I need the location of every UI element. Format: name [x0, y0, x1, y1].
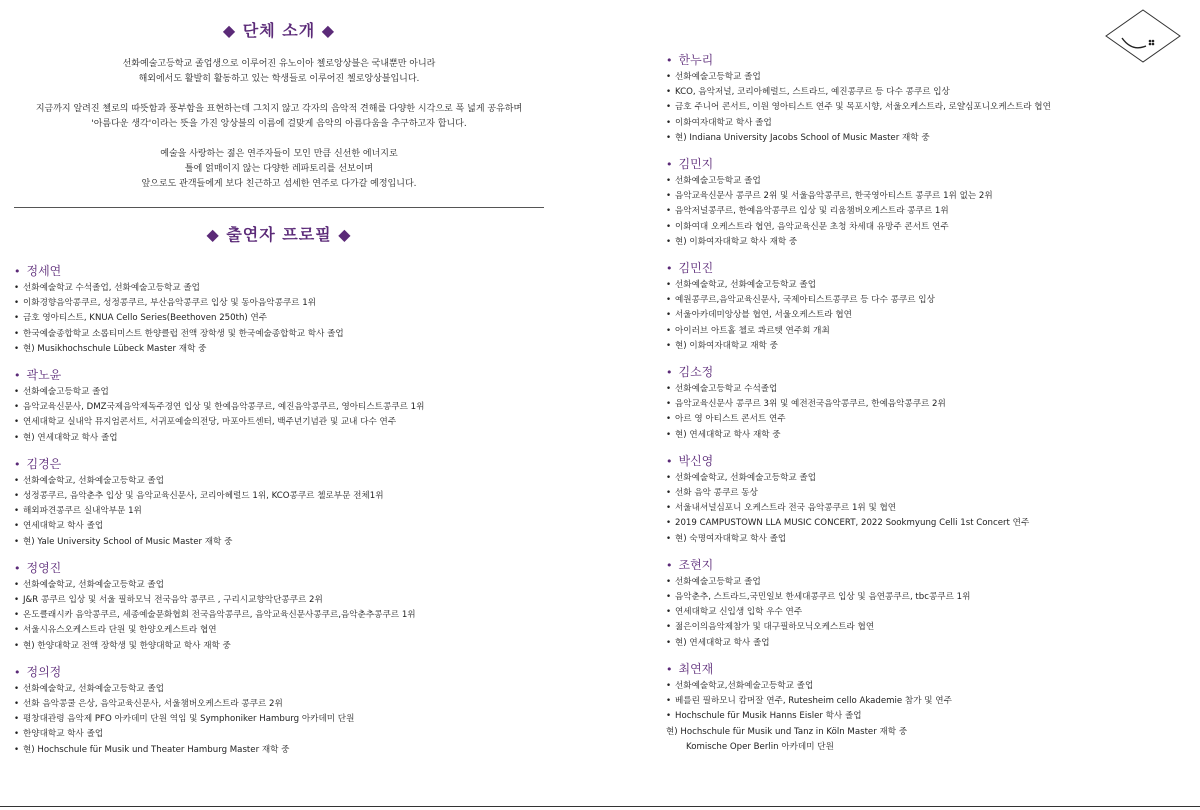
- career-item-text: 아이러브 아트홀 첼로 콰르텟 연주회 개최: [675, 325, 830, 336]
- profile-entry: [666, 260, 1186, 354]
- career-item: [14, 682, 544, 697]
- career-item: [666, 100, 1186, 115]
- left-profile-list: [14, 263, 544, 758]
- bullet-icon: •: [666, 54, 673, 67]
- career-item: [14, 385, 544, 400]
- bullet-icon: •: [14, 561, 21, 575]
- career-list: [666, 278, 1186, 354]
- ensemble-logo-icon: [1104, 8, 1182, 64]
- career-item-text: 현) Yale University School of Music Master 재학 중: [23, 536, 233, 547]
- career-list: [14, 281, 544, 357]
- performer-name: [14, 456, 544, 473]
- career-item-text: 선화예술학교, 선화예술고등학교 졸업: [23, 683, 165, 694]
- bullet-icon: •: [14, 729, 20, 740]
- bullet-icon: •: [666, 87, 672, 98]
- career-item: [14, 489, 544, 504]
- career-item-text: 서울아카데미앙상블 협연, 서울오케스트라 협연: [675, 310, 852, 321]
- performer-name: [14, 367, 544, 384]
- career-item: [666, 501, 1186, 516]
- career-item: [14, 504, 544, 519]
- bullet-icon: •: [14, 625, 20, 636]
- intro-line: 선화예술고등학교 졸업생으로 이루어진 유노이아 첼로앙상블은 국내뿐만 아니라: [122, 59, 436, 69]
- performer-name: [666, 156, 1186, 173]
- career-list: [14, 385, 544, 446]
- performer-name-text: 김민지: [678, 157, 714, 172]
- intro-paragraph: [14, 147, 544, 192]
- performer-name-text: 정세연: [26, 264, 62, 278]
- bullet-icon: •: [666, 696, 672, 707]
- performer-name-text: 박신영: [678, 453, 714, 468]
- career-list: [666, 70, 1186, 146]
- career-item-text: 이화여대 오케스트라 협연, 음악교육신문 초청 차세대 유망주 콘서트 연주: [675, 221, 949, 232]
- career-list: [666, 174, 1186, 250]
- bullet-icon: •: [14, 457, 21, 471]
- career-item-text: 현) 이화여자대학교 학사 재학 중: [675, 236, 798, 247]
- bullet-icon: •: [666, 576, 672, 587]
- bullet-icon: •: [666, 117, 672, 128]
- bullet-icon: •: [666, 622, 672, 633]
- career-item: [14, 327, 544, 342]
- career-item-text: J&R 콩쿠르 입상 및 서울 필하모닉 전국음악 콩쿠르 , 구리시교향악단콩쿠르 2위: [23, 595, 323, 606]
- career-item-text: 평창대관령 음악제 PFO 아카데미 단원 역임 및 Symphoniker Hamburg 아카데미 단원: [23, 714, 355, 725]
- career-list: [666, 575, 1186, 651]
- career-item-text: Hochschule für Musik Hanns Eisler 학사 졸업: [675, 711, 862, 722]
- career-item-text: 음악저널콩쿠르, 한예음악콩쿠르 입상 및 리움챔버오케스트라 콩쿠르 1위: [675, 206, 949, 217]
- bullet-icon: •: [666, 262, 673, 276]
- bullet-icon: •: [14, 683, 20, 694]
- career-item-text: 음악교육신문사 콩쿠르 3위 및 예전전국음악콩쿠르, 한예음악콩쿠르 2위: [675, 399, 946, 410]
- career-item: [666, 694, 1186, 709]
- career-item: [666, 605, 1186, 620]
- bullet-icon: •: [14, 402, 20, 413]
- career-item: [666, 235, 1186, 250]
- performer-name: [14, 664, 544, 681]
- intro-line: 해외에서도 활발히 활동하고 있는 학생들로 이루어진 첼로앙상블입니다.: [138, 74, 420, 84]
- bullet-icon: •: [666, 607, 672, 618]
- bullet-icon: •: [14, 521, 20, 532]
- performer-name-text: 곽노윤: [26, 368, 62, 383]
- career-item-text: 현) 연세대학교 학사 졸업: [675, 637, 770, 648]
- performer-name-text: 한누리: [678, 53, 714, 67]
- performer-name: [666, 260, 1186, 277]
- career-item-text: 선화예술고등학교 수석졸업: [675, 384, 778, 395]
- profile-entry: [14, 560, 544, 654]
- career-item-text: 현) Indiana University Jacobs School of Music Master 재학 중: [675, 132, 930, 143]
- bullet-icon: •: [14, 283, 20, 293]
- career-item-text: 선화예술학교,선화예술고등학교 졸업: [675, 680, 814, 691]
- career-item: [14, 697, 544, 712]
- career-item: [14, 712, 544, 727]
- bullet-icon: •: [14, 432, 20, 443]
- career-item-text: 현) Hochschule für Musik und Theater Hamburg Master 재학 중: [23, 744, 290, 755]
- career-item-text: 연세대학교 학사 졸업: [23, 521, 104, 532]
- right-profile-list: [666, 52, 1186, 755]
- career-item-text: 2019 CAMPUSTOWN LLA MUSIC CONCERT, 2022 Sookmyung Celli 1st Concert 연주: [675, 518, 1030, 529]
- bullet-icon: •: [14, 579, 20, 590]
- profile-title: ◆ 출연자 프로필 ◆: [206, 225, 352, 244]
- bullet-icon: •: [666, 429, 672, 440]
- bullet-icon: •: [14, 699, 20, 710]
- performer-name: [666, 557, 1186, 574]
- career-item-text: 성정콩쿠르, 음악춘추 입상 및 음악교육신문사, 코리아헤럴드 1위, KCO콩쿠르 첼로부문 전체1위: [23, 491, 384, 502]
- career-item: [666, 204, 1186, 219]
- performer-name-text: 정의정: [26, 664, 62, 679]
- intro-paragraph: [14, 57, 544, 87]
- bullet-icon: •: [666, 295, 672, 306]
- career-item-text: 선화예술학교, 선화예술고등학교 졸업: [675, 280, 817, 291]
- career-item: [666, 293, 1186, 308]
- career-item: [14, 519, 544, 534]
- intro-line: 틀에 얽매이지 않는 다양한 레파토리를 선보이며: [184, 164, 374, 174]
- career-item-text: 온도클래시카 음악콩쿠르, 세종예술문화협회 전국음악콩쿠르, 음악교육신문사콩쿠르,음악춘추콩쿠르 1위: [23, 610, 416, 621]
- career-item-text: 현) 숙명여자대학교 학사 졸업: [675, 533, 787, 544]
- intro-text: [14, 57, 544, 192]
- bullet-icon: •: [14, 313, 20, 324]
- career-list: [14, 474, 544, 550]
- intro-title: ◆ 단체 소개 ◆: [222, 21, 336, 40]
- career-item: [14, 400, 544, 415]
- bullet-icon: •: [14, 744, 20, 755]
- performer-name-text: 김소정: [678, 365, 714, 380]
- bullet-icon: •: [666, 454, 673, 468]
- bullet-icon: •: [666, 191, 672, 202]
- career-item-text: 금호 주니어 콘서트, 이원 영아티스트 연주 및 목포시향, 서울오케스트라, 로얄심포니오케스트라 협연: [675, 102, 1051, 113]
- bullet-icon: •: [666, 366, 673, 380]
- bullet-icon: •: [666, 310, 672, 321]
- career-item-text: 금호 영아티스트, KNUA Cello Series(Beethoven 250th) 연주: [23, 313, 268, 324]
- career-extra-line: Komische Oper Berlin 아카데미 단원: [686, 741, 834, 752]
- bullet-icon: •: [14, 595, 20, 606]
- bullet-icon: •: [666, 399, 672, 410]
- profile-entry: [666, 364, 1186, 443]
- intro-paragraph: [14, 102, 544, 132]
- career-item: [666, 590, 1186, 605]
- career-item-text: 이화여자대학교 학사 졸업: [675, 117, 772, 128]
- career-item-text: 선화예술학교, 선화예술고등학교 졸업: [23, 579, 165, 590]
- bullet-icon: •: [14, 640, 20, 651]
- bullet-icon: •: [14, 343, 20, 354]
- bullet-icon: •: [666, 472, 672, 483]
- bullet-icon: •: [666, 711, 672, 722]
- career-list: [666, 471, 1186, 547]
- career-item: [666, 85, 1186, 100]
- career-item: [666, 116, 1186, 131]
- bullet-icon: •: [666, 518, 672, 529]
- career-item: [666, 709, 1186, 724]
- intro-line: 앞으로도 관객들에게 보다 친근하고 섬세한 연주로 다가갈 예정입니다.: [141, 179, 417, 189]
- section-divider: [14, 207, 544, 208]
- career-item-text: 선화예술학교, 선화예술고등학교 졸업: [675, 472, 817, 483]
- intro-line: '아름다운 생각'이라는 뜻을 가진 앙상블의 이름에 걸맞게 음악의 아름다움을 추구하고자 합니다.: [91, 119, 467, 129]
- profile-entry: [666, 156, 1186, 250]
- career-item-text: 선화예술학교 수석졸업, 선화예술고등학교 졸업: [23, 283, 200, 293]
- career-list: [14, 578, 544, 654]
- career-item-text: KCO, 음악저널, 코리아헤럴드, 스트라드, 예진콩쿠르 등 다수 콩쿠르 입상: [675, 87, 950, 98]
- bullet-icon: •: [14, 328, 20, 339]
- career-item: [14, 608, 544, 623]
- bullet-icon: •: [666, 340, 672, 351]
- bullet-icon: •: [14, 610, 20, 621]
- career-item: [666, 278, 1186, 293]
- career-item: [14, 415, 544, 430]
- career-item: [14, 639, 544, 654]
- bullet-icon: •: [666, 533, 672, 544]
- career-item: [666, 339, 1186, 354]
- career-item-text: 선화 음악 콩쿠르 동상: [675, 488, 758, 499]
- career-item-text: 선화예술고등학교 졸업: [675, 176, 761, 187]
- career-item: [666, 397, 1186, 412]
- career-item-text: 해외파견콩쿠르 실내악부문 1위: [23, 506, 142, 517]
- bullet-icon: •: [666, 488, 672, 499]
- performer-name: [14, 263, 544, 280]
- career-item: [666, 131, 1186, 146]
- bullet-icon: •: [666, 637, 672, 648]
- bullet-icon: •: [666, 280, 672, 291]
- bullet-icon: •: [14, 506, 20, 517]
- career-item-text: 현) 이화여자대학교 재학 중: [675, 340, 778, 351]
- bottom-rule: [0, 806, 1200, 807]
- right-column: [666, 52, 1186, 765]
- bullet-icon: •: [14, 475, 20, 486]
- performer-name-text: 조현지: [678, 557, 714, 572]
- career-item-text: 현) 한양대학교 전액 장학생 및 한양대학교 학사 재학 중: [23, 640, 231, 651]
- career-item-text: 선화예술고등학교 졸업: [675, 72, 761, 82]
- bullet-icon: •: [666, 206, 672, 217]
- career-item-text: 음악춘추, 스트라드,국민일보 한세대콩쿠르 입상 및 음연콩쿠르, tbc콩쿠르 1위: [675, 592, 971, 603]
- bullet-icon: •: [14, 536, 20, 547]
- career-item-text: 서울시유스오케스트라 단원 및 한양오케스트라 협연: [23, 625, 217, 636]
- career-item: [14, 623, 544, 638]
- profile-entry: [14, 664, 544, 758]
- bullet-icon: •: [666, 72, 672, 82]
- career-item: [14, 474, 544, 489]
- career-item-text: 선화예술고등학교 졸업: [675, 576, 761, 587]
- intro-line: 예술을 사랑하는 젊은 연주자들이 모인 만큼 신선한 에너지로: [160, 149, 398, 159]
- career-item-text: 한국예술종합학교 소롭티미스트 한양클럽 전액 장학생 및 한국예술종합학교 학사 졸업: [23, 328, 344, 339]
- career-item-text: 연세대학교 실내악 뮤지엄콘서트, 서귀포예술의전당, 마포아트센터, 백주년기념관 및 교내 다수 연주: [23, 417, 397, 428]
- career-item-text: 선화 음악콩쿨 은상, 음악교육신문사, 서울챔버오케스트라 콩쿠르 2위: [23, 699, 283, 710]
- profile-entry: [666, 661, 1186, 755]
- career-item-text: 음악교육신문사 콩쿠르 2위 및 서울음악콩쿠르, 한국영아티스트 콩쿠르 1위 없는 2위: [675, 191, 993, 202]
- career-item-text: 음악교육신문사, DMZ국제음악제독주경연 입상 및 한예음악콩쿠르, 예진음악콩쿠르, 영아티스트콩쿠르 1위: [23, 402, 425, 413]
- intro-line: 지금까지 알려진 첼로의 따뜻함과 풍부함을 표현하는데 그치지 않고 각자의 음악적 견해를 다양한 시각으로 폭 넓게 공유하며: [35, 104, 523, 114]
- bullet-icon: •: [666, 414, 672, 425]
- career-extra-line: 현) Hochschule für Musik und Tanz in Köln Master 재학 중: [666, 726, 908, 737]
- career-item-text: 현) 연세대학교 학사 재학 중: [675, 429, 781, 440]
- profile-entry: [14, 367, 544, 446]
- career-item-text: 한양대학교 학사 졸업: [23, 729, 104, 740]
- performer-name: [666, 661, 1186, 678]
- career-list: [666, 679, 1186, 725]
- career-item: [14, 578, 544, 593]
- career-item-text: 연세대학교 신입생 입학 우수 연주: [675, 607, 803, 618]
- bullet-icon: •: [14, 369, 21, 383]
- career-item: [14, 593, 544, 608]
- profile-entry: [666, 557, 1186, 651]
- bullet-icon: •: [666, 236, 672, 247]
- career-item: [666, 486, 1186, 501]
- career-item: [14, 431, 544, 446]
- bullet-icon: •: [666, 176, 672, 187]
- career-item: [666, 412, 1186, 427]
- left-column: [14, 18, 544, 768]
- bullet-icon: •: [666, 503, 672, 514]
- profile-entry: [666, 453, 1186, 547]
- career-item: [14, 535, 544, 550]
- performer-name: [666, 453, 1186, 470]
- bullet-icon: •: [666, 132, 672, 143]
- career-item-text: 현) Musikhochschule Lübeck Master 재학 중: [23, 343, 207, 354]
- career-item: [666, 324, 1186, 339]
- career-item: [666, 620, 1186, 635]
- bullet-icon: •: [14, 265, 21, 278]
- career-item-text: 선화예술고등학교 졸업: [23, 387, 109, 398]
- bullet-icon: •: [666, 102, 672, 113]
- profile-entry: [14, 263, 544, 357]
- career-item: [14, 743, 544, 758]
- career-item: [14, 296, 544, 311]
- performer-name: [666, 364, 1186, 381]
- career-item: [666, 382, 1186, 397]
- career-item: [666, 575, 1186, 590]
- performer-name-text: 최연재: [678, 661, 714, 676]
- career-item-text: 젊은이의음악제참가 및 대구필하모닉오케스트라 협연: [675, 622, 875, 633]
- career-item: [666, 679, 1186, 694]
- career-item-text: 아르 영 아티스트 콘서트 연주: [675, 414, 786, 425]
- bullet-icon: •: [666, 662, 673, 676]
- career-item-text: 선화예술학교, 선화예술고등학교 졸업: [23, 475, 165, 486]
- bullet-icon: •: [666, 592, 672, 603]
- bullet-icon: •: [666, 158, 673, 172]
- career-item: [14, 311, 544, 326]
- career-item: [14, 281, 544, 296]
- career-list: [666, 382, 1186, 443]
- career-item: [666, 532, 1186, 547]
- career-item-text: 현) 연세대학교 학사 졸업: [23, 432, 118, 443]
- performer-name-text: 김민진: [678, 261, 714, 276]
- bullet-icon: •: [14, 714, 20, 725]
- career-item: [666, 308, 1186, 323]
- profile-entry: [14, 456, 544, 550]
- career-item: [666, 189, 1186, 204]
- career-item: [666, 636, 1186, 651]
- bullet-icon: •: [14, 417, 20, 428]
- performer-name-text: 정영진: [26, 560, 62, 575]
- bullet-icon: •: [14, 665, 21, 679]
- career-item: [666, 471, 1186, 486]
- career-item: [666, 220, 1186, 235]
- bullet-icon: •: [14, 298, 20, 309]
- career-item-text: 서울내셔널심포니 오케스트라 전국 음악콩쿠르 1위 및 협연: [675, 503, 897, 514]
- career-item: [14, 342, 544, 357]
- career-item-text: 예원콩쿠르,음악교육신문사, 국제아티스트콩쿠르 등 다수 콩쿠르 입상: [675, 295, 935, 306]
- performer-name-text: 김경은: [26, 456, 62, 471]
- career-item: [666, 70, 1186, 85]
- bullet-icon: •: [666, 680, 672, 691]
- career-item: [14, 727, 544, 742]
- career-item-text: 베를린 필하모니 캄머잘 연주, Rutesheim cello Akademie 참가 및 연주: [675, 696, 952, 707]
- bullet-icon: •: [14, 387, 20, 398]
- career-item-text: 이화경향음악콩쿠르, 성정콩쿠르, 부산음악콩쿠르 입상 및 동아음악콩쿠르 1위: [23, 298, 316, 309]
- career-item: [666, 428, 1186, 443]
- career-item: [666, 516, 1186, 531]
- bullet-icon: •: [14, 491, 20, 502]
- career-list: [14, 682, 544, 758]
- bullet-icon: •: [666, 221, 672, 232]
- bullet-icon: •: [666, 384, 672, 395]
- career-item: [666, 174, 1186, 189]
- bullet-icon: •: [666, 325, 672, 336]
- profile-entry: [666, 52, 1186, 146]
- performer-name: [14, 560, 544, 577]
- bullet-icon: •: [666, 558, 673, 572]
